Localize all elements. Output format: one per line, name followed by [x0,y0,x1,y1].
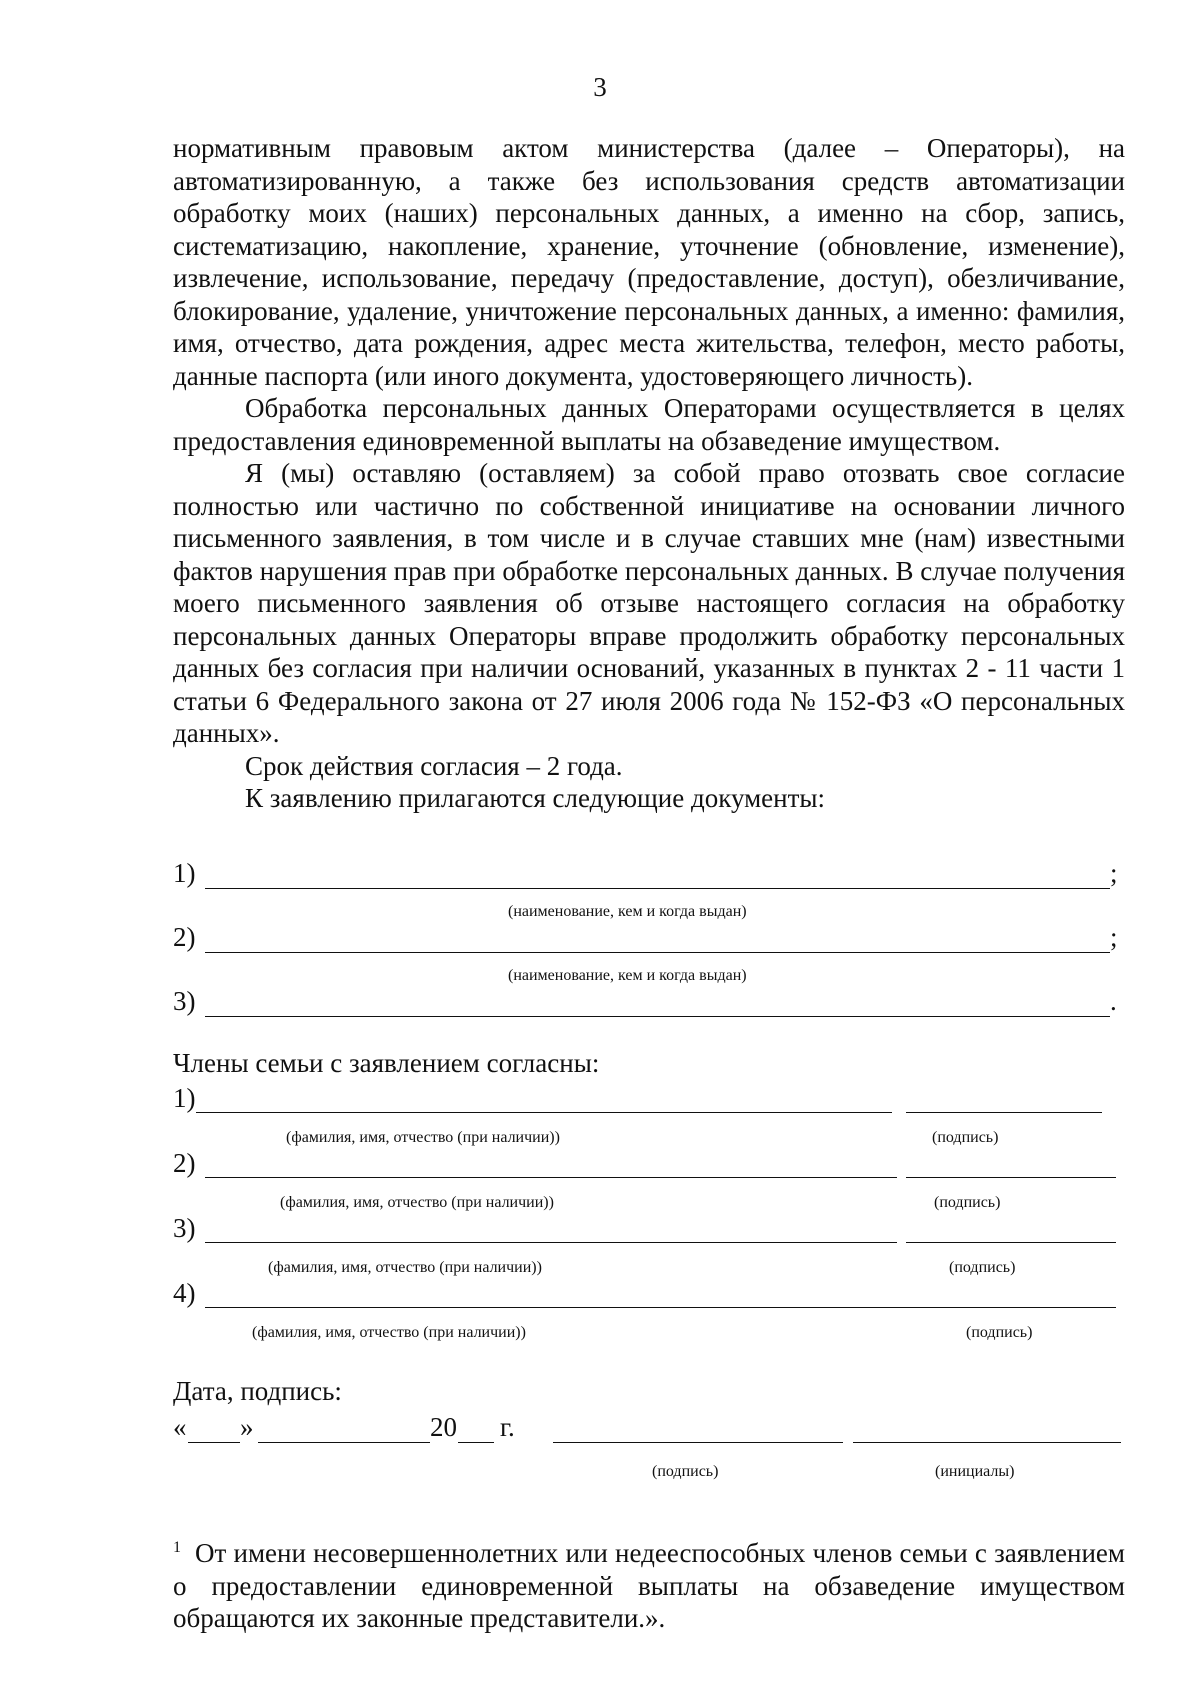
body-text [173,132,1125,815]
date-open-quote: « [173,1412,187,1442]
date-day-field[interactable] [188,1442,240,1443]
family-item-number: 3) [173,1213,196,1243]
family-3-sign-field[interactable] [906,1242,1116,1243]
family-4-name-caption: (фамилия, имя, отчество (при наличии)) [252,1324,526,1341]
document-item-number: 2) [173,922,196,952]
family-3-sign-caption: (подпись) [949,1259,1016,1276]
family-heading: Члены семьи с заявлением согласны: [173,1048,600,1078]
date-close-quote: » [240,1412,254,1442]
family-item-number: 2) [173,1148,196,1178]
paragraph-consent-scope: нормативным правовым актом министерства (далее – Операторы), на автоматизированную, а также без использования средств автоматизации обработку моих (наших) персональных данных, а именно на сбор, запись, систематизацию, накопление, хранение, уточнение (обновление, изменение), извлечение, использование, передачу (предоставление, доступ), обезличивание, блокирование, удаление, уничтожение персональных данных, а именно: фамилия, имя, отчество, дата рождения, адрес места жительства, телефон, место работы, данные паспорта (или иного документа, удостоверяющего личность). [173,133,1125,391]
date-year-prefix: 20 [430,1412,457,1442]
footnote-text: От имени несовершеннолетних или недееспособных членов семьи с заявлением о предоставлении единовременной выплаты на обзаведение имуществом обращаются их законные представители.». [173,1538,1125,1633]
date-heading: Дата, подпись: [173,1376,342,1406]
document-1-end-punct: ; [1110,858,1118,888]
document-item-number: 3) [173,986,196,1016]
family-3-name-caption: (фамилия, имя, отчество (при наличии)) [268,1259,542,1276]
date-year-suffix: г. [500,1412,515,1442]
family-2-sign-field[interactable] [906,1177,1116,1178]
document-item-number: 1) [173,858,196,888]
date-year-field[interactable] [458,1442,494,1443]
document-2-caption: (наименование, кем и когда выдан) [508,967,747,984]
document-3-end-punct: . [1110,986,1117,1016]
family-item-number: 4) [173,1278,196,1308]
family-1-name-field[interactable] [196,1112,892,1113]
family-4-field[interactable] [205,1307,1116,1308]
footnote [173,1532,1125,1635]
page-number: 3 [593,72,607,102]
family-1-sign-caption: (подпись) [932,1129,999,1146]
family-1-sign-field[interactable] [906,1112,1102,1113]
family-1-name-caption: (фамилия, имя, отчество (при наличии)) [286,1129,560,1146]
family-2-name-caption: (фамилия, имя, отчество (при наличии)) [280,1194,554,1211]
paragraph-validity-term: Срок действия согласия – 2 года. [245,750,623,781]
family-2-name-field[interactable] [205,1177,897,1178]
document-2-end-punct: ; [1110,922,1118,952]
family-2-sign-caption: (подпись) [934,1194,1001,1211]
initials-caption: (инициалы) [935,1463,1015,1480]
document-1-caption: (наименование, кем и когда выдан) [508,903,747,920]
family-3-name-field[interactable] [205,1242,897,1243]
initials-field[interactable] [853,1442,1121,1443]
paragraph-attachments-intro: К заявлению прилагаются следующие документы: [245,783,826,813]
document-2-field[interactable] [205,952,1110,953]
family-4-sign-caption: (подпись) [966,1324,1033,1341]
date-month-field[interactable] [258,1442,430,1443]
paragraph-withdrawal-right: Я (мы) оставляю (оставляем) за собой право отозвать свое согласие полностью или частично по собственной инициативе на основании личного письменного заявления, в том числе и в случае ставших мне (нам) известными фактов нарушения прав при обработке персональных данных. В случае получения моего письменного заявления об отзыве настоящего согласия на обработку персональных данных Операторы вправе продолжить обработку персональных данных без согласия при наличии оснований, указанных в пунктах 2 - 11 части 1 статьи 6 Федерального закона от 27 июля 2006 года № 152-ФЗ «О персональных данных». [173,458,1125,748]
signature-caption: (подпись) [652,1463,719,1480]
document-1-field[interactable] [205,888,1110,889]
document-3-field[interactable] [205,1016,1110,1017]
paragraph-processing-purpose: Обработка персональных данных Операторами осуществляется в целях предоставления единовременной выплаты на обзаведение имуществом. [173,393,1125,456]
footnote-marker: 1 [173,1539,181,1556]
family-item-number: 1) [173,1083,196,1113]
signature-field[interactable] [553,1442,843,1443]
